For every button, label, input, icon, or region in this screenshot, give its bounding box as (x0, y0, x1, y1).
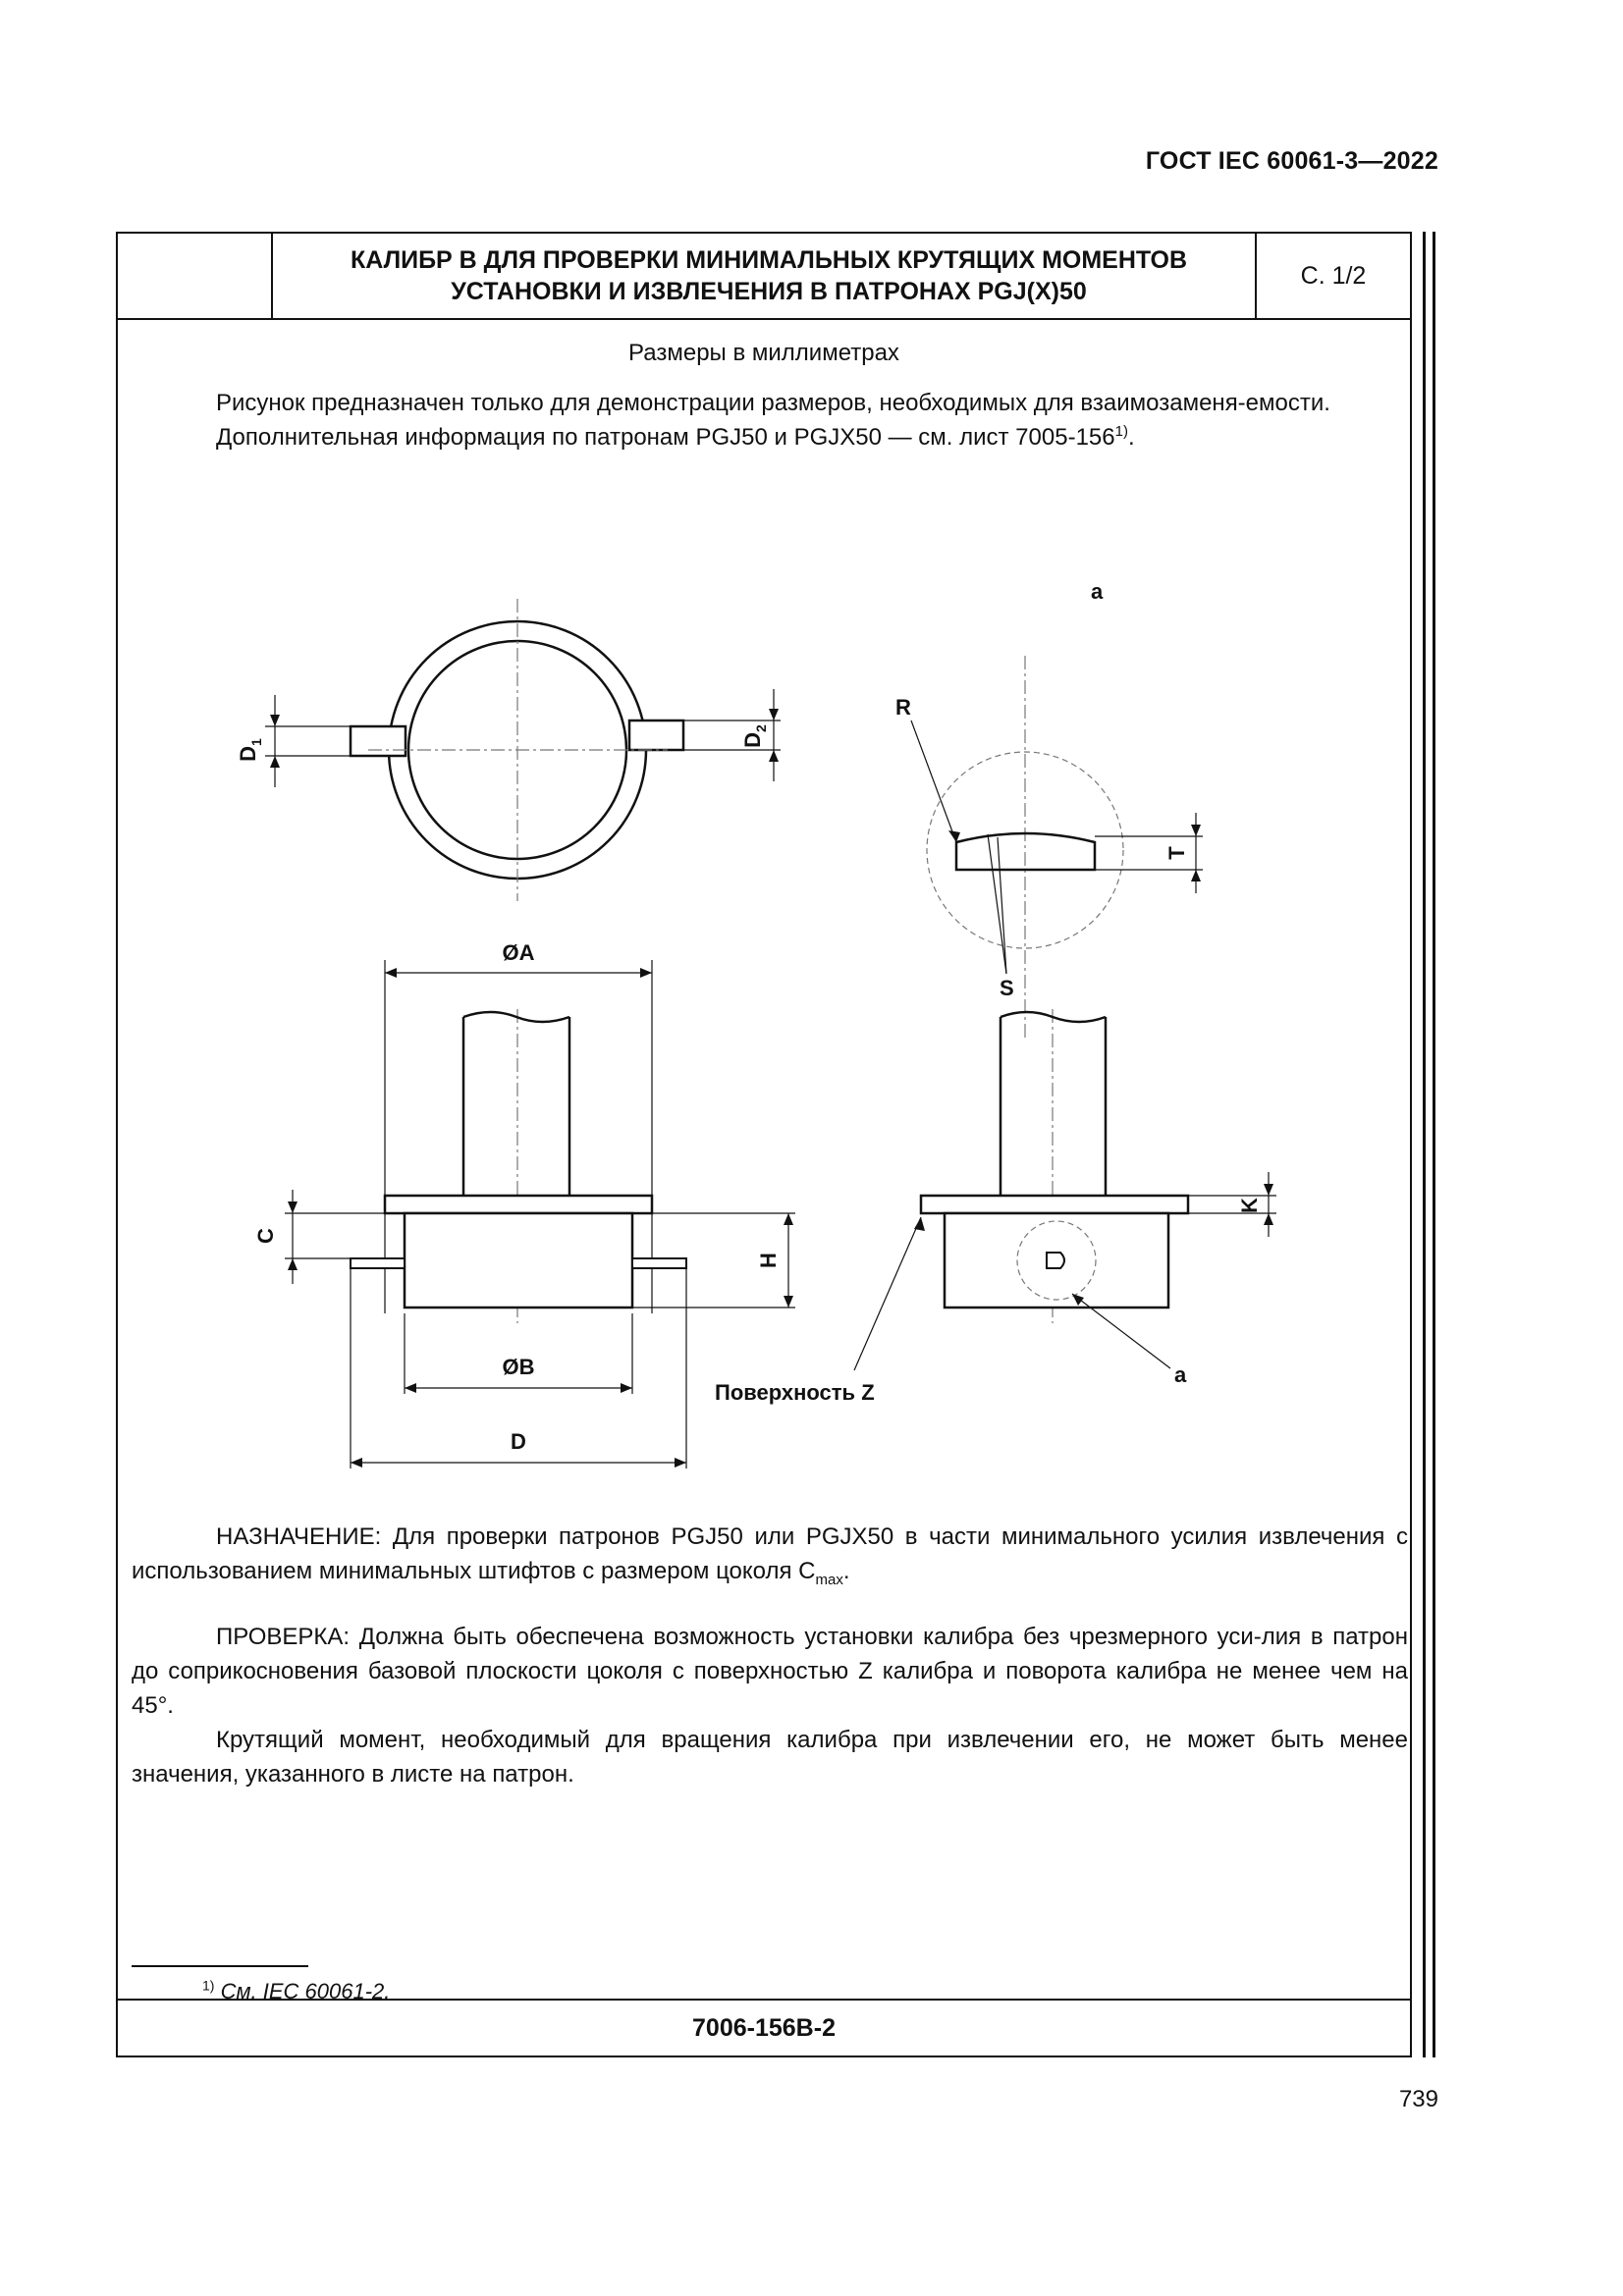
label-h: H (756, 1253, 781, 1268)
label-t: T (1164, 846, 1189, 860)
gauge-drawing (118, 518, 1414, 1520)
label-c: C (253, 1228, 278, 1244)
title-line-2: УСТАНОВКИ И ИЗВЛЕЧЕНИЯ В ПАТРОНАХ PGJ(X)50 (451, 278, 1087, 305)
pin-left (351, 726, 406, 756)
label-surface-z: Поверхность Z (715, 1380, 875, 1405)
intro-paragraph-1: Рисунок предназначен только для демонстрации размеров, необходимых для взаимозаменя-емости. (216, 390, 1330, 416)
title-block (118, 234, 1410, 320)
standard-header: ГОСТ IEC 60061-3—2022 (1145, 147, 1438, 175)
label-d2: $D_2$ (740, 724, 769, 748)
flange-left (385, 1196, 652, 1213)
stem-left (463, 1012, 569, 1196)
label-r: R (895, 695, 911, 720)
footnote: $^{1)}$ См. IEC 60061-2. (202, 1977, 391, 2003)
label-dia-a: ØA (502, 940, 535, 965)
label-s: S (1000, 976, 1014, 1000)
title-left-cell (118, 234, 273, 318)
sheet-number: С. 1/2 (1255, 234, 1410, 318)
intro-paragraph-2: Дополнительная информация по патронам PGJ50 и PGJX50 — см. лист 7005-156$^{1)}$. (216, 423, 1135, 451)
body-left (405, 1213, 632, 1308)
pin-front-right (632, 1258, 686, 1268)
label-a-detail: a (1091, 579, 1104, 604)
title-line-1: КАЛИБР В ДЛЯ ПРОВЕРКИ МИНИМАЛЬНЫХ КРУТЯЩИХ МОМЕНТОВ (350, 246, 1188, 274)
sheet-title (273, 234, 1265, 318)
label-dia-b: ØB (502, 1355, 535, 1379)
label-k: K (1237, 1198, 1262, 1213)
sheet-code: 7006-156B-2 (118, 1999, 1410, 2056)
label-d: D (511, 1429, 526, 1454)
sheet-frame (116, 232, 1412, 2057)
frame-border-line (1423, 232, 1426, 2057)
dimensions-note: Размеры в миллиметрах (628, 340, 899, 366)
frame-border-line (1433, 232, 1435, 2057)
label-a-side: a (1174, 1362, 1187, 1387)
footnote-divider (132, 1965, 308, 1967)
footnote-ref: 1) (1114, 423, 1128, 440)
page-number: 739 (1398, 2086, 1438, 2112)
body-right (945, 1213, 1168, 1308)
flange-right (921, 1196, 1188, 1213)
check-paragraph-2: Крутящий момент, необходимый для вращения калибра при извлечении его, не может быть менее значения, указанного в листе на патрон. (132, 1727, 1408, 1788)
pin-front-left (351, 1258, 405, 1268)
purpose-paragraph: НАЗНАЧЕНИЕ: Для проверки патронов PGJ50 или PGJX50 в части минимального усилия извлечения с использованием минимальных штифтов с размером цоколя $C_{max}$. (132, 1523, 1408, 1588)
check-paragraph-1: ПРОВЕРКА: Должна быть обеспечена возможность установки калибра без чрезмерного уси-лия в патрон до соприкосновения базовой плоскости цоколя с поверхностью Z калибра и поворота калибра не менее чем на 45°. (132, 1624, 1408, 1719)
intro-text (132, 386, 1408, 454)
pin-right (629, 721, 683, 750)
label-d1: $D_1$ (236, 738, 264, 762)
check-paragraphs (132, 1620, 1408, 1791)
